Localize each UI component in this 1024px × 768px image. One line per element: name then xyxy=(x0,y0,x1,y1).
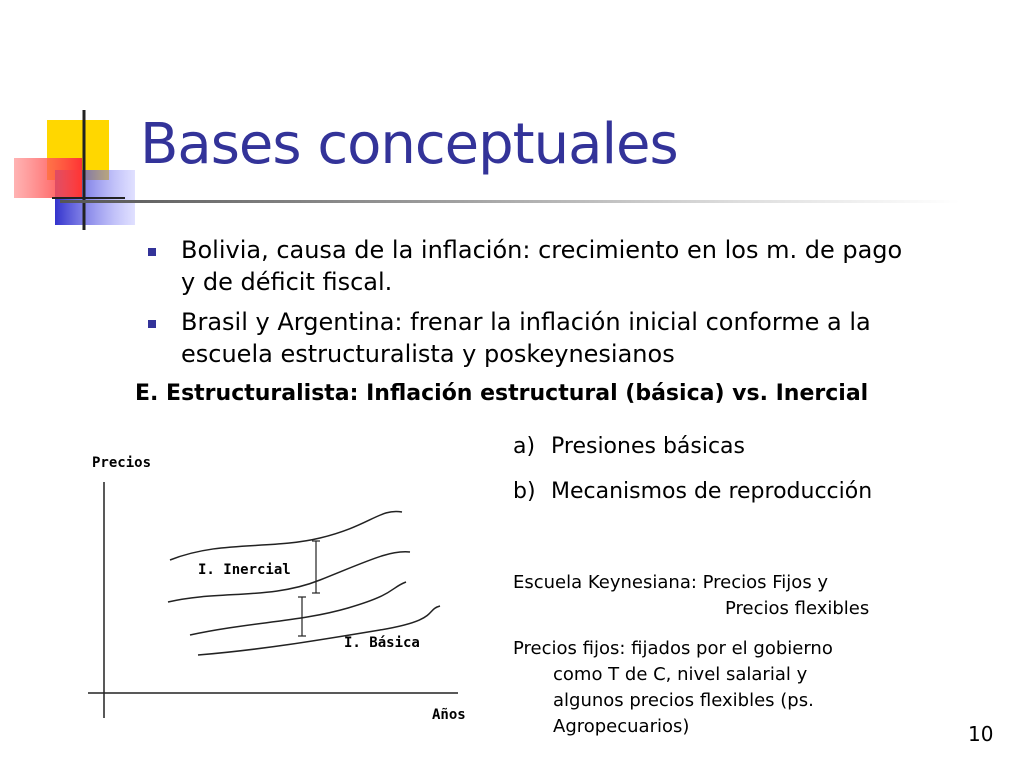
bullet-square-icon xyxy=(148,248,156,256)
bullet-square-icon xyxy=(148,320,156,328)
title-divider xyxy=(60,200,960,203)
fixed-prices-note xyxy=(513,636,903,740)
list-marker: a) xyxy=(513,434,536,459)
list-item xyxy=(513,477,872,507)
fijos-line-2: como T de C, nivel salarial y xyxy=(553,664,808,685)
logo-red-square xyxy=(14,158,82,198)
keynes-note xyxy=(513,570,869,622)
bullet-item xyxy=(148,234,908,298)
list-marker: b) xyxy=(513,479,536,504)
subheading: E. Estructuralista: Inflación estructural (básica) vs. Inercial xyxy=(135,381,869,406)
keynes-line-2: Precios flexibles xyxy=(725,598,870,619)
slide-title: Bases conceptuales xyxy=(140,112,678,177)
list-text: Presiones básicas xyxy=(551,434,746,459)
inflation-diagram xyxy=(80,440,510,730)
y-axis-label: Precios xyxy=(92,455,152,471)
x-axis-label: Años xyxy=(432,707,466,723)
keynes-line-1: Escuela Keynesiana: Precios Fijos y xyxy=(513,572,829,593)
list-item xyxy=(513,432,872,462)
bullet-item xyxy=(148,306,908,370)
label-inercial: I. Inercial xyxy=(198,562,291,578)
curve-lower xyxy=(190,582,406,635)
bullet-text: Bolivia, causa de la inflación: crecimiento en los m. de pago y de déficit fiscal. xyxy=(181,236,903,296)
fijos-line-1: Precios fijos: fijados por el gobierno xyxy=(513,638,833,659)
fijos-line-4: Agropecuarios) xyxy=(553,716,690,737)
decorative-logo xyxy=(0,0,140,240)
list-text: Mecanismos de reproducción xyxy=(551,479,873,504)
curve-upper xyxy=(170,511,402,560)
label-basica: I. Básica xyxy=(344,635,420,651)
bullet-text: Brasil y Argentina: frenar la inflación inicial conforme a la escuela estructuralista y poskeynesianos xyxy=(181,308,871,368)
mechanisms-list xyxy=(513,432,872,522)
page-number: 10 xyxy=(968,722,994,746)
bullet-list xyxy=(148,234,908,378)
fijos-line-3: algunos precios flexibles (ps. xyxy=(553,690,814,711)
